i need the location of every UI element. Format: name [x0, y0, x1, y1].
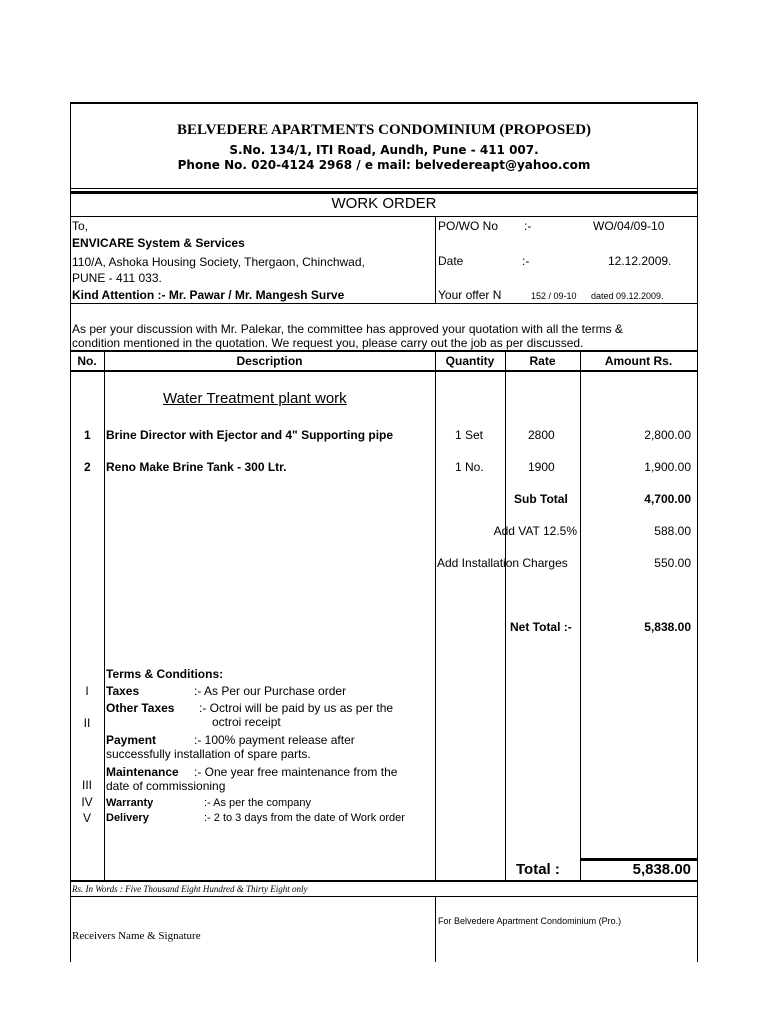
vat-value: 588.00: [654, 524, 691, 538]
to-address-2: PUNE - 411 033.: [72, 271, 162, 285]
col-divider-desc: [435, 350, 436, 880]
to-company: ENVICARE System & Services: [72, 236, 245, 250]
table-header-bottom: [70, 370, 698, 372]
po-sep: :-: [524, 219, 532, 233]
term-4-roman: III: [81, 778, 92, 792]
for-organization-label: For Belvedere Apartment Condominium (Pro.): [438, 916, 622, 926]
term-6-text: :- 2 to 3 days from the date of Work order: [204, 812, 405, 824]
po-value: WO/04/09-10: [593, 219, 665, 233]
item-1-no: 1: [84, 428, 91, 442]
amount-in-words: Rs. In Words : Five Thousand Eight Hundred & Thirty Eight only: [72, 884, 308, 894]
col-divider-qty: [505, 350, 506, 880]
section-title: Water Treatment plant work: [163, 390, 347, 407]
frame-left: [70, 102, 71, 962]
term-4-text-2: date of commissioning: [106, 779, 226, 793]
to-label: To,: [72, 219, 89, 233]
intro-line-1: As per your discussion with Mr. Palekar, the committee has approved your quotation with all the terms &: [72, 322, 623, 336]
frame-right: [697, 102, 698, 962]
offer-label: Your offer N: [438, 288, 502, 302]
installation-value: 550.00: [654, 556, 691, 570]
installation-label: Add Installation Charges: [437, 556, 568, 570]
col-header-amount: Amount Rs.: [604, 354, 673, 368]
org-name: BELVEDERE APARTMENTS CONDOMINIUM (PROPOSED): [176, 122, 592, 138]
date-sep: :-: [522, 254, 530, 268]
col-header-rate: Rate: [529, 354, 556, 368]
item-1-quantity: 1 Set: [455, 428, 484, 442]
offer-number: 152 / 09-10: [531, 291, 577, 301]
vat-label: Add VAT 12.5%: [493, 524, 577, 538]
item-2-description: Reno Make Brine Tank - 300 Ltr.: [106, 460, 287, 474]
org-contact: Phone No. 020-4124 2968 / e mail: belvedereapt@yahoo.com: [177, 158, 591, 172]
words-divider: [70, 896, 698, 897]
terms-title: Terms & Conditions:: [106, 667, 224, 681]
col-header-quantity: Quantity: [445, 354, 495, 368]
term-2-label: Other Taxes: [106, 701, 175, 715]
item-2-amount: 1,900.00: [644, 460, 691, 474]
item-2-quantity: 1 No.: [455, 460, 484, 474]
term-1-label: Taxes: [106, 684, 140, 698]
table-bottom: [70, 880, 698, 882]
item-1-description: Brine Director with Ejector and 4" Supporting pipe: [106, 428, 394, 442]
table-top: [70, 350, 698, 352]
info-divider: [70, 303, 698, 304]
po-label: PO/WO No: [438, 219, 499, 233]
total-label: Total :: [516, 861, 560, 878]
date-label: Date: [438, 254, 464, 268]
term-1-roman: I: [85, 684, 89, 698]
col-header-no: No.: [77, 354, 97, 368]
term-1-text: :- As Per our Purchase order: [194, 684, 347, 698]
title-divider: [70, 216, 698, 217]
term-3-label: Payment: [106, 733, 157, 747]
col-header-description: Description: [236, 354, 303, 368]
term-2-text-2: octroi receipt: [212, 715, 281, 729]
to-address-1: 110/A, Ashoka Housing Society, Thergaon, Chinchwad,: [72, 255, 365, 269]
term-5-text: :- As per the company: [204, 797, 311, 809]
to-attention: Kind Attention :- Mr. Pawar / Mr. Mangesh Surve: [72, 288, 345, 302]
term-4-text-1: :- One year free maintenance from the: [194, 765, 398, 779]
item-1-amount: 2,800.00: [644, 428, 691, 442]
item-2-rate: 1900: [528, 460, 555, 474]
header-divider: [70, 188, 698, 189]
receiver-signature-label: Receivers Name & Signature: [72, 930, 201, 942]
info-col-divider: [435, 216, 436, 303]
org-address: S.No. 134/1, ITI Road, Aundh, Pune - 411 007.: [229, 143, 539, 157]
term-3-text-1: :- 100% payment release after: [194, 733, 355, 747]
term-3-text-2: successfully installation of spare parts.: [106, 747, 311, 761]
term-5-roman: IV: [81, 795, 93, 809]
term-6-roman: V: [82, 811, 91, 825]
footer-col-divider: [435, 896, 436, 962]
col-divider-no: [104, 350, 105, 880]
date-value: 12.12.2009.: [608, 254, 672, 268]
subtotal-value: 4,700.00: [644, 492, 691, 506]
intro-line-2: condition mentioned in the quotation. We request you, please carry out the job as per discussed.: [72, 336, 584, 350]
term-5-label: Warranty: [106, 797, 154, 809]
net-total-label: Net Total :-: [510, 620, 572, 634]
header-divider-thick: [70, 191, 698, 194]
term-4-label: Maintenance: [106, 765, 179, 779]
term-2-text-1: :- Octroi will be paid by us as per the: [199, 701, 394, 715]
item-2-no: 2: [84, 460, 91, 474]
subtotal-label: Sub Total: [514, 492, 568, 506]
total-value: 5,838.00: [632, 861, 691, 878]
offer-dated: dated 09.12.2009.: [591, 291, 664, 301]
frame-top: [70, 102, 698, 104]
term-6-label: Delivery: [106, 812, 149, 824]
item-1-rate: 2800: [528, 428, 555, 442]
net-total-value: 5,838.00: [644, 620, 691, 634]
doc-title: WORK ORDER: [331, 195, 437, 212]
term-2-roman: II: [83, 716, 91, 730]
